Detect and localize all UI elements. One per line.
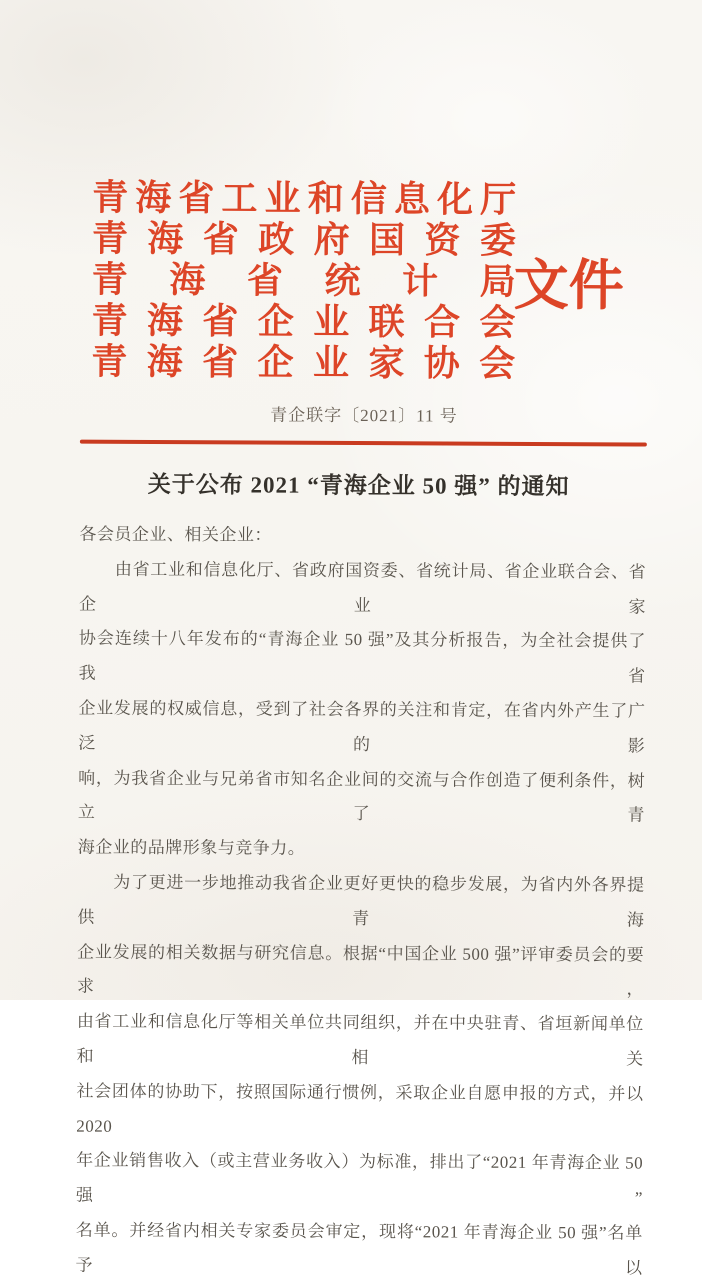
- body-line: 社会团体的协助下，按照国际通行惯例，采取企业自愿申报的方式，并以 2020: [76, 1081, 644, 1136]
- letterhead: [91, 178, 516, 385]
- body-line: 名单。并经省内相关专家委员会审定，现将“2021 年青海企业 50 强”名单予以: [75, 1220, 643, 1278]
- body-line: 企业发展的权威信息，受到了社会各界的关注和肯定，在省内外产生了广泛的影: [78, 698, 646, 756]
- document-body: [75, 518, 646, 1286]
- body-line: 年企业销售收入（或主营业务收入）为标准，排出了“2021 年青海企业 50 强”: [75, 1150, 644, 1208]
- agency-name-line-5: 青 海 省 企 业 家 协 会: [91, 341, 516, 384]
- document-title: 关于公布 2021 “青海企业 50 强” 的通知: [147, 471, 570, 500]
- body-paragraph-2: [75, 866, 644, 1286]
- document-number: 青企联字〔2021〕11 号: [270, 405, 458, 426]
- agency-name-line-2: 青 海 省 政 府 国 资 委: [91, 218, 517, 261]
- body-line: 由省工业和信息化厅、省政府国资委、省统计局、省企业联合会、省企业家: [78, 559, 647, 617]
- body-line: 企业发展的相关数据与研究信息。根据“中国企业 500 强”评审委员会的要求，: [76, 942, 645, 999]
- body-line: 为了更进一步地推动我省企业更好更快的稳步发展，为省内外各界提供青海: [77, 872, 645, 930]
- salutation: 各会员企业、相关企业：: [79, 524, 272, 545]
- agency-name-line-3: 青 海 省 统 计 局: [91, 259, 516, 302]
- red-separator-line: [80, 440, 647, 446]
- body-line: 响，为我省企业与兄弟省市知名企业间的交流与合作创造了便利条件，树立了青: [77, 768, 646, 825]
- document-type-label: 文件: [513, 254, 624, 317]
- body-line: 由省工业和信息化厅等相关单位共同组织，并在中央驻青、省垣新闻单位和相关: [76, 1011, 644, 1069]
- agency-name-line-4: 青 海 省 企 业 联 合 会: [91, 300, 516, 343]
- agency-name-line-1: 青 海 省 工 业 和 信 息 化 厅: [92, 177, 517, 220]
- body-paragraph-1: [78, 552, 647, 868]
- body-line: 海企业的品牌形象与竞争力。: [77, 837, 306, 858]
- body-line: 协会连续十八年发布的“青海企业 50 强”及其分析报告，为全社会提供了我省: [78, 628, 646, 686]
